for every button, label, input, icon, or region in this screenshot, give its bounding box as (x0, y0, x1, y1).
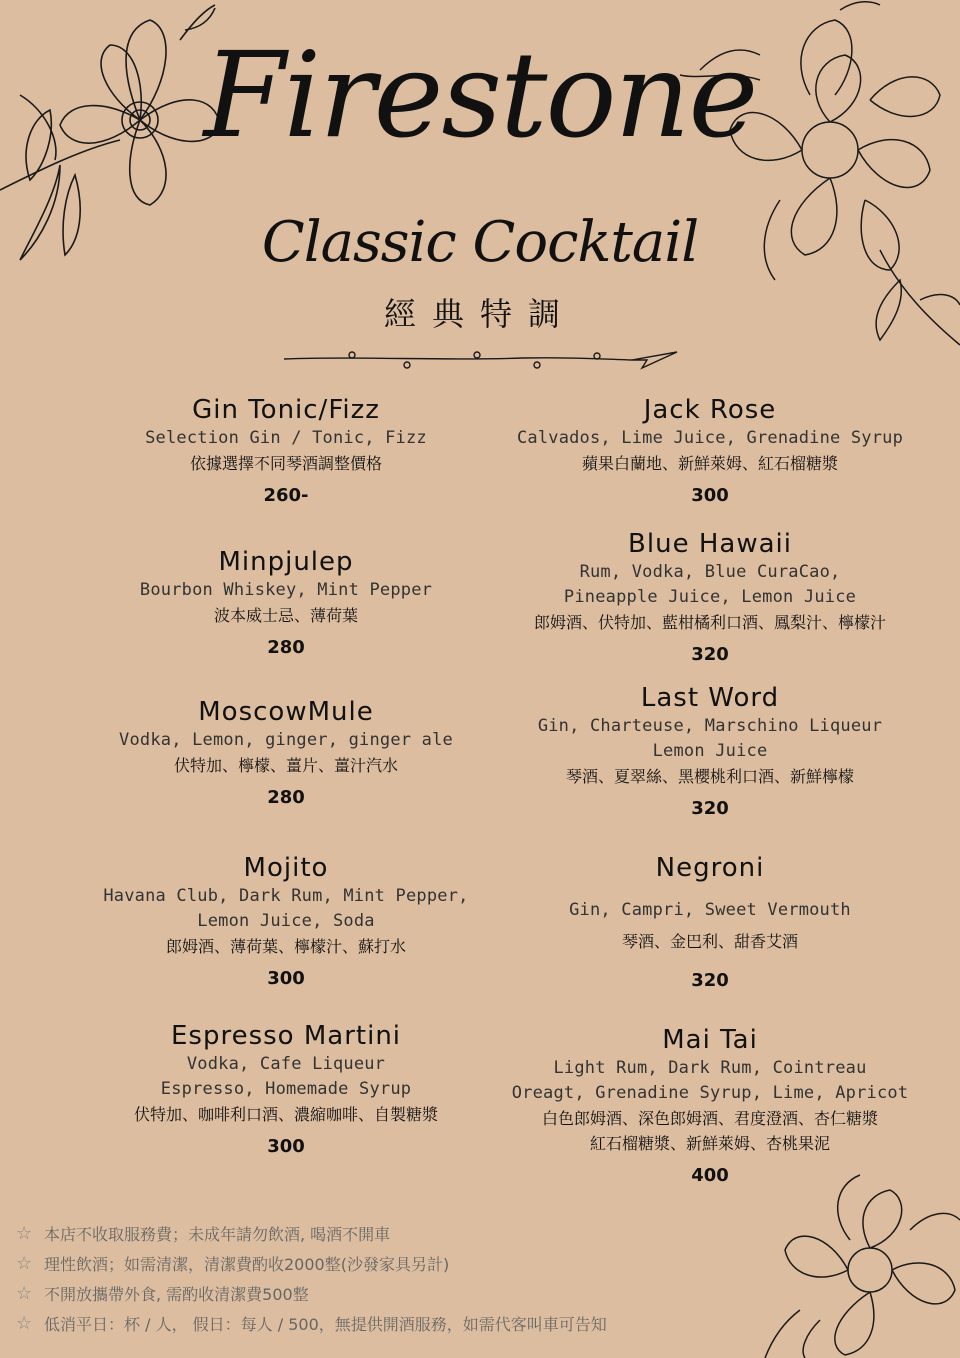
item-ingredients-en: Calvados, Lime Juice, Grenadine Syrup (516, 428, 904, 448)
item-ingredients-en: Pineapple Juice, Lemon Juice (563, 587, 857, 607)
item-name: Last Word (640, 683, 780, 713)
item-ingredients-zh: 伏特加、檸檬、薑片、薑汁汽水 (173, 756, 398, 775)
item-price: 300 (267, 968, 305, 989)
item-ingredients-en: Lemon Juice (652, 741, 768, 761)
item-ingredients-en: Oreagt, Grenadine Syrup, Lime, Apricot (511, 1083, 909, 1103)
item-ingredients-zh: 伏特加、咖啡利口酒、濃縮咖啡、自製糖漿 (133, 1105, 438, 1124)
menu-item-last-word (500, 682, 920, 826)
item-name: Gin Tonic/Fizz (192, 395, 380, 425)
item-price: 300 (691, 485, 729, 506)
item-ingredients-en: Rum, Vodka, Blue CuraCao, (579, 562, 841, 582)
item-ingredients-en: Havana Club, Dark Rum, Mint Pepper, (103, 886, 469, 906)
menu-subtitle: Classic Cocktail (261, 210, 699, 275)
item-price: 320 (691, 798, 729, 819)
menu-item-moscow-mule (80, 696, 492, 815)
star-outline-icon: ☆ (16, 1252, 33, 1274)
star-outline-icon: ☆ (16, 1222, 33, 1244)
house-rule-item (16, 1248, 716, 1278)
menu-item-negroni (500, 852, 920, 998)
house-rule-text: 本店不收取服務費；未成年請勿飲酒, 喝酒不開車 (44, 1224, 391, 1244)
house-rule-item (16, 1308, 716, 1338)
item-ingredients-zh: 郎姆酒、薄荷葉、檸檬汁、蘇打水 (165, 937, 406, 956)
house-rule-text: 低消平日：杯 / 人， 假日：每人 / 500，無提供開酒服務，如需代客叫車可告知 (44, 1314, 607, 1334)
item-ingredients-zh: 郎姆酒、伏特加、藍柑橘利口酒、鳳梨汁、檸檬汁 (533, 613, 886, 632)
item-name: MoscowMule (198, 697, 374, 727)
item-name: Negroni (655, 853, 765, 883)
menu-item-espresso-martini (80, 1020, 492, 1164)
item-price: 320 (691, 970, 729, 991)
item-ingredients-zh: 白色郎姆酒、深色郎姆酒、君度澄酒、杏仁糖漿 (541, 1109, 878, 1128)
item-ingredients-en: Espresso, Homemade Syrup (160, 1079, 412, 1099)
decorative-divider (282, 346, 682, 376)
item-ingredients-en: Lemon Juice, Soda (197, 911, 375, 931)
menu-item-jack-rose (500, 394, 920, 513)
item-ingredients-en: Light Rum, Dark Rum, Cointreau (553, 1058, 867, 1078)
item-price: 320 (691, 644, 729, 665)
menu-item-mojito (80, 852, 492, 996)
menu-item-gin-tonic (80, 394, 492, 513)
item-price: 280 (267, 637, 305, 658)
house-rules (16, 1218, 716, 1338)
house-rule-text: 理性飲酒；如需清潔，清潔費酌收2000整(沙發家具另計) (44, 1254, 450, 1274)
item-name: Minpjulep (218, 547, 354, 577)
house-rule-text: 不開放攜帶外食, 需酌收清潔費500整 (44, 1284, 309, 1304)
item-price: 400 (691, 1165, 729, 1186)
house-rule-item (16, 1218, 716, 1248)
menu-subtitle-zh: 經典特調 (383, 295, 576, 333)
star-outline-icon: ☆ (16, 1312, 33, 1334)
item-price: 260- (263, 485, 309, 506)
item-name: Espresso Martini (170, 1021, 402, 1051)
item-name: Mai Tai (662, 1025, 758, 1055)
item-ingredients-zh: 琴酒、夏翠絲、黑櫻桃利口酒、新鮮檸檬 (565, 767, 854, 786)
house-rule-item (16, 1278, 716, 1308)
item-ingredients-en: Gin, Campri, Sweet Vermouth (569, 900, 851, 920)
item-ingredients-zh: 琴酒、金巴利、甜香艾酒 (621, 932, 798, 951)
item-ingredients-en: Vodka, Lemon, ginger, ginger ale (119, 730, 453, 750)
item-name: Jack Rose (643, 395, 777, 425)
item-ingredients-zh: 依據選擇不同琴酒調整價格 (189, 454, 382, 473)
item-name: Mojito (243, 853, 329, 883)
item-price: 280 (267, 787, 305, 808)
item-price: 300 (267, 1136, 305, 1157)
item-name: Blue Hawaii (628, 529, 792, 559)
menu-item-blue-hawaii (500, 528, 920, 672)
item-ingredients-en: Gin, Charteuse, Marschino Liqueur (537, 716, 883, 736)
menu-item-mai-tai (500, 1024, 920, 1193)
item-ingredients-zh: 紅石榴糖漿、新鮮萊姆、杏桃果泥 (589, 1134, 830, 1153)
item-ingredients-zh: 波本威士忌、薄荷葉 (213, 606, 358, 625)
item-ingredients-zh: 蘋果白蘭地、新鮮萊姆、紅石榴糖漿 (581, 454, 838, 473)
menu-item-minpjulep (80, 546, 492, 665)
item-ingredients-en: Vodka, Cafe Liqueur (186, 1054, 386, 1074)
item-ingredients-en: Bourbon Whiskey, Mint Pepper (139, 580, 433, 600)
brand-logo: Firestone (203, 26, 757, 164)
item-ingredients-en: Selection Gin / Tonic, Fizz (145, 428, 427, 448)
star-outline-icon: ☆ (16, 1282, 33, 1304)
